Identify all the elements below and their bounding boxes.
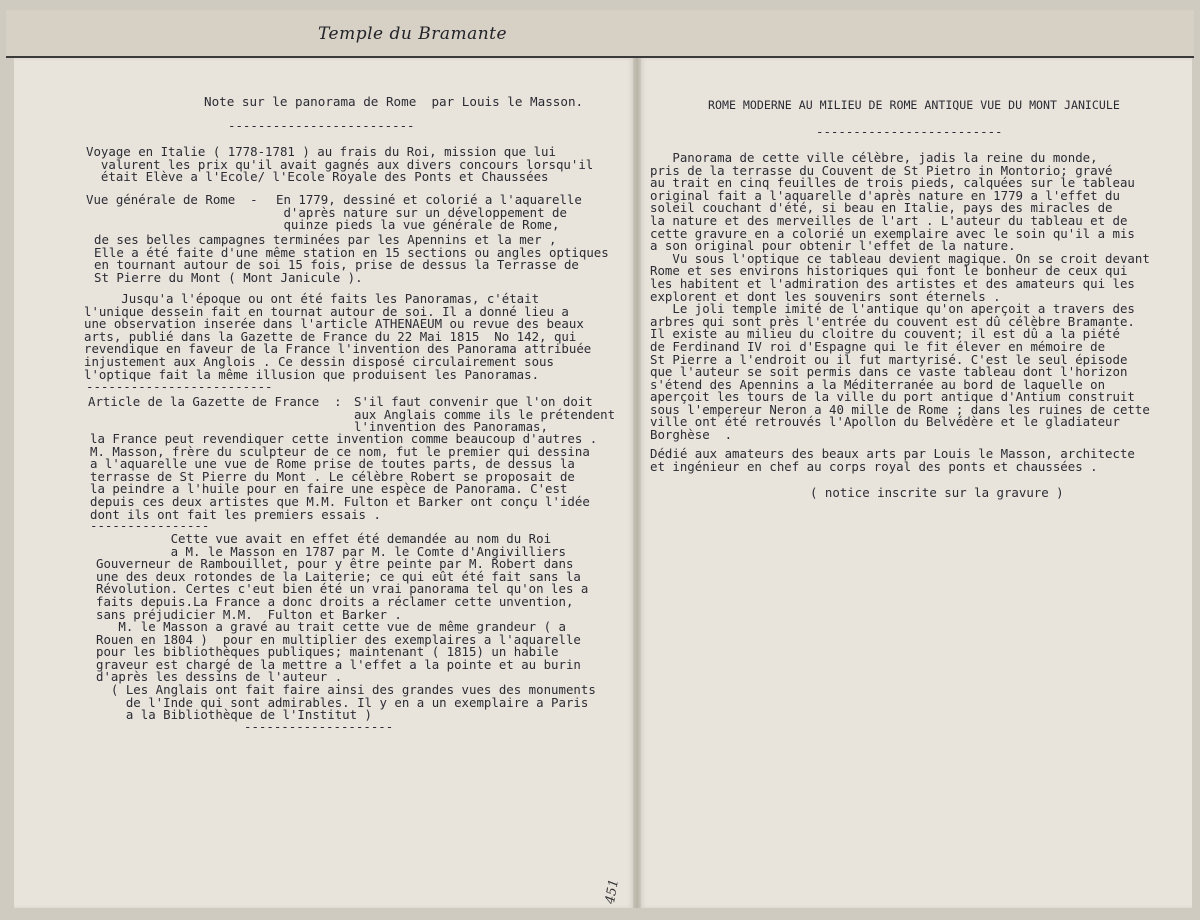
left-paragraph-gravure: M. le Masson a gravé au trait cette vue de même grandeur ( a Rouen en 1804 ) pour en multiplier des exemplaires a l'aquarelle pour les bibliothèques publiques; maintenant ( 1815) un habile graveur est chargé de la mettre a l'effet a la pointe et au burin d'après les dessins de l'auteur . bbox=[96, 619, 581, 685]
page-number: 451 bbox=[602, 877, 622, 906]
handwritten-title: Temple du Bramante bbox=[318, 24, 508, 44]
left-rule-1: ------------------------- bbox=[228, 118, 415, 133]
right-paragraph-panorama: Panorama de cette ville célèbre, jadis la reine du monde, pris de la terrasse du Couvent de St Pietro in Montorio; gravé au trait en cinq feuilles de trois pieds, calquées sur le tableau original fait a l'aquarelle d'après nature en 1779 a l'effet du soleil couchant d'été, si beau en Italie, pays des miracles de la nature et des merveilles de l'art . L'auteur du tableau et de cette gravure en a colorié un exemplaire avec le soin qu'il a mis a son original pour obtenir l'effet de la nature. Vu sous l'optique ce tableau devient magique. On se croit devant Rome et ses environs historiques qui font le bonheur de ceux qui les habitent et l'admiration des artistes et des amateurs qui les explorent et dont les souvenirs sont éternels . Le joli temple imité de l'antique qu'on aperçoit a travers des arbres qui sont près l'entrée du couvent est dû célèbre Bramante. Il existe au milieu du cloitre du couvent; il est dû a la piété de Ferdinand IV roi d'Espagne qui le fit élever en mémoire de St Pierre a l'endroit ou il fut martyrisé. C'est le seul épisode que l'auteur se soit permis dans ce vaste tableau dont l'horizon s'étend des Apennins a la Méditerranée au bord de laquelle on aperçoit les tours de la ville du port antique d'Antium construit sous l'empereur Neron a 40 mille de Rome ; dans les ruines de cette ville ont été retrouvés l'Apollon du Belvédère et le gladiateur Borghèse . bbox=[650, 150, 1150, 443]
left-paragraph-anglais: ( Les Anglais ont fait faire ainsi des grandes vues des monuments de l'Inde qui sont admirables. Il y en a un exemplaire a Paris a la Bibliothèque de l'Institut ) bbox=[110, 682, 596, 723]
left-paragraph-panoramas: Jusqu'a l'époque ou ont été faits les Panoramas, c'était l'unique dessein fait en tournat autour de soi. Il a donné lieu a une observation inserée dans l'article ATHENAEUM ou revue des beaux arts, publié dans la Gazette de France du 22 Mai 1815 No 142, qui revendique en faveur de la France l'invention des Panorama attribuée injustement aux Anglois . Ce dessin disposé circulairement sous l'optique fait la même illusion que produisent les Panoramas. bbox=[84, 291, 592, 382]
left-label-vue-generale: Vue générale de Rome - bbox=[86, 192, 258, 207]
right-notice: ( notice inscrite sur la gravure ) bbox=[810, 485, 1064, 500]
top-strip bbox=[6, 10, 1194, 58]
left-rule-2: ------------------------- bbox=[86, 379, 273, 394]
left-paragraph-angivilliers: Cette vue avait en effet été demandée au nom du Roi a M. le Masson en 1787 par M. le Comte d'Angivilliers Gouverneur de Rambouillet, pour y être peinte par M. Robert dans une des deux rotondes de la Laiterie; ce qui eût été fait sans la Révolution. Certes c'eut bien été un vrai panorama tel qu'on les a faits depuis.La France a donc droits a réclamer cette unvention, sans préjudicier M.M. Fulton et Barker . bbox=[96, 531, 589, 622]
left-title: Note sur le panorama de Rome par Louis le Masson. bbox=[204, 94, 584, 109]
right-paragraph-dedie: Dédié aux amateurs des beaux arts par Louis le Masson, architecte et ingénieur en chef au corps royal des ponts et chaussées . bbox=[650, 446, 1135, 474]
left-paragraph-voyage: Voyage en Italie ( 1778-1781 ) au frais du Roi, mission que lui valurent les prix qu'il avait gagnés aux divers concours lorsqu'il était Elève a l'Ecole/ l'Ecole Royale des Ponts et Chaussées bbox=[86, 144, 594, 185]
left-paragraph-gazette-rest: la France peut revendiquer cette invention comme beaucoup d'autres . M. Masson, frère du sculpteur de ce nom, fut le premier qui dessina a l'aquarelle une vue de Rome prise de toutes parts, de dessus la terrasse de St Pierre du Mont . Le célèbre Robert se proposait de la peindre a l'huile pour en faire une espèce de Panorama. C'est depuis ces deux artistes que M.M. Fulton et Barker ont conçu l'idée dont ils ont fait les premiers essais . bbox=[90, 431, 598, 522]
left-paragraph-vue-rest: de ses belles campagnes terminées par les Apennins et la mer , Elle a été faite d'une même station en 15 sections ou angles optiques en tournant autour de soi 15 fois, prise de dessus la Terrasse de St Pierre du Mont ( Mont Janicule ). bbox=[94, 232, 609, 285]
right-rule-1: ------------------------- bbox=[816, 124, 1003, 139]
left-paragraph-vue-first: En 1779, dessiné et colorié a l'aquarelle d'après nature sur un développement de quinze pieds la vue générale de Rome, bbox=[276, 192, 582, 233]
right-title: ROME MODERNE AU MILIEU DE ROME ANTIQUE VUE DU MONT JANICULE bbox=[708, 98, 1120, 112]
left-label-gazette: Article de la Gazette de France : bbox=[88, 394, 342, 409]
page-fold bbox=[633, 58, 641, 908]
left-rule-4: -------------------- bbox=[244, 719, 394, 734]
left-rule-3: ---------------- bbox=[90, 518, 210, 533]
left-paragraph-gazette-first: S'il faut convenir que l'on doit aux Anglais comme ils le prétendent l'invention des Panoramas, bbox=[354, 394, 616, 435]
